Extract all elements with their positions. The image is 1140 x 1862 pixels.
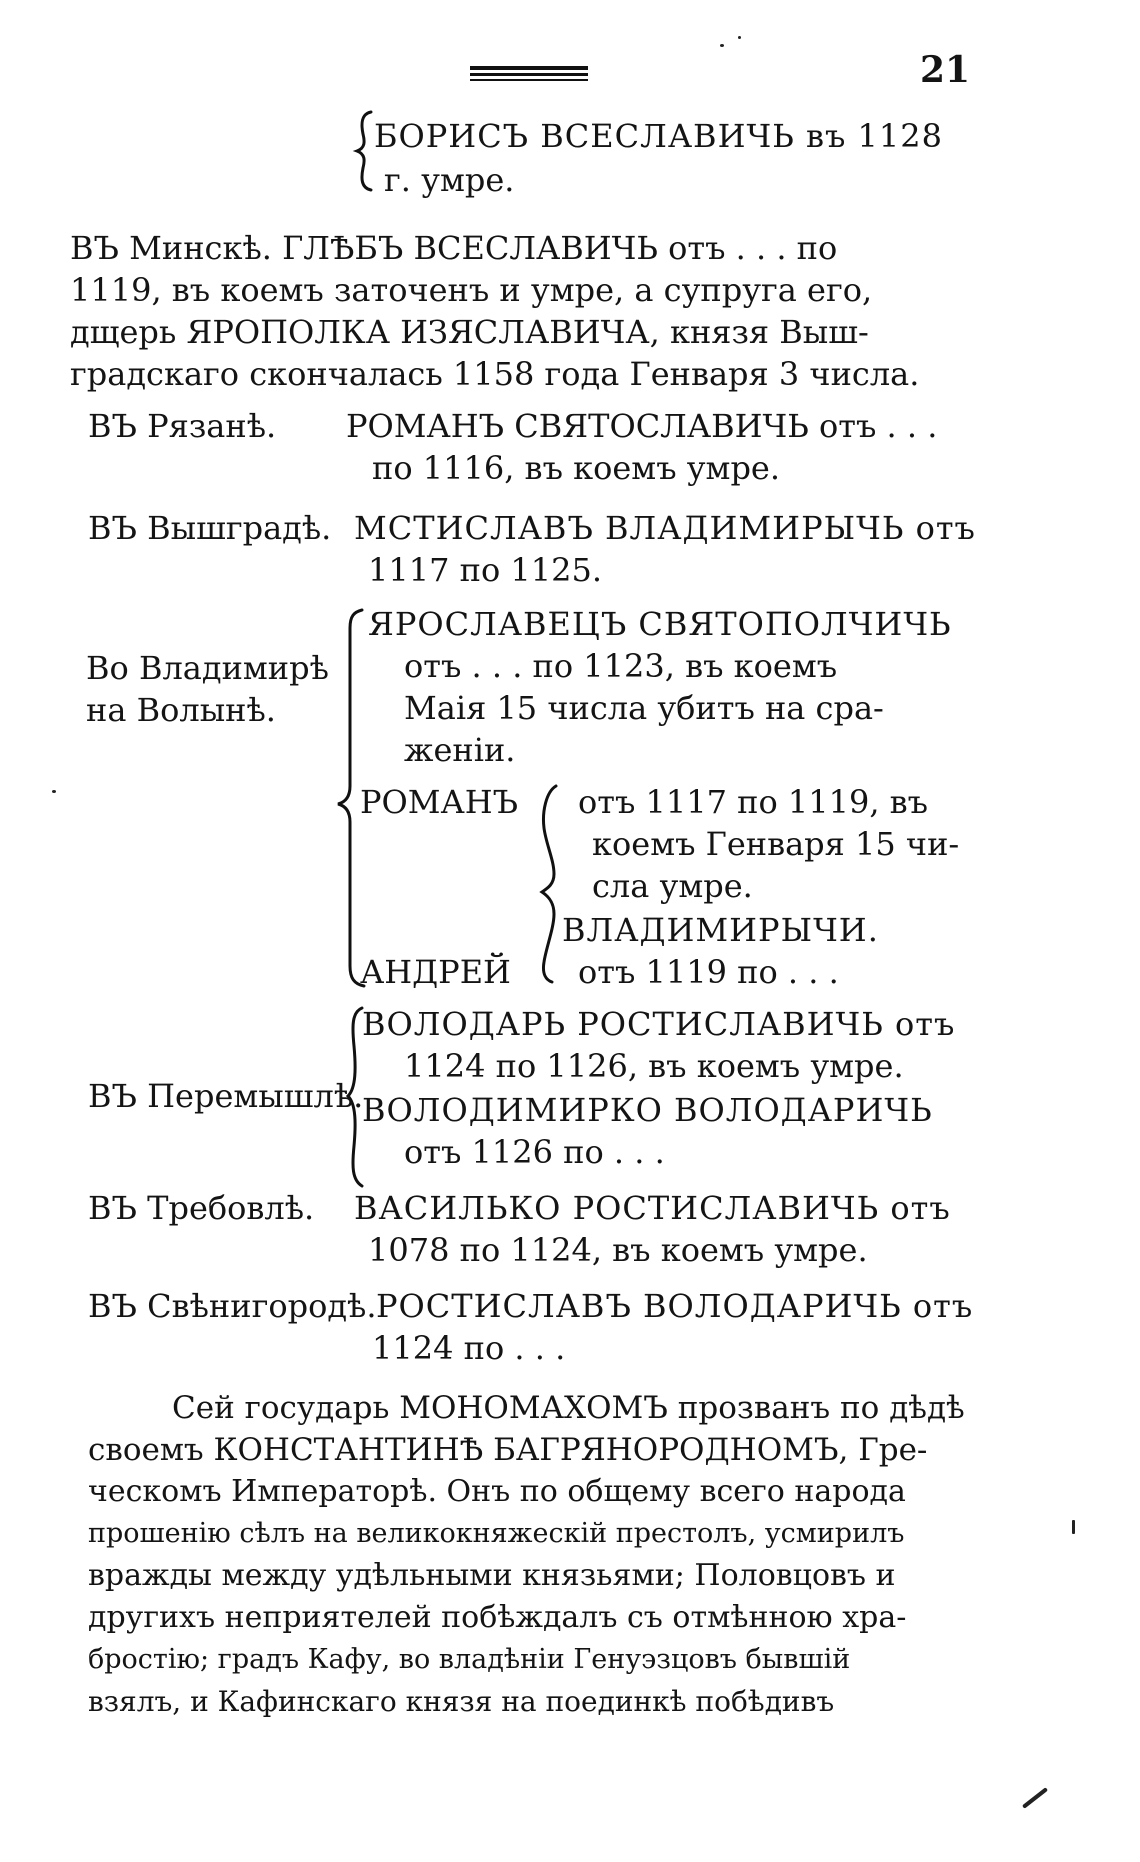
paragraph-line-7: бростію; градъ Кафу, во владѣніи Генуэзцовъ бывшій [88, 1644, 851, 1675]
peremyshl-line-1: ВОЛОДАРЬ РОСТИСЛАВИЧЬ отъ [362, 1005, 956, 1043]
terebovl-line-2: 1078 по 1124, въ коемъ умре. [368, 1231, 868, 1269]
vyshgrad-line-2: 1117 по 1125. [368, 551, 602, 589]
zvenigorod-line-1: РОСТИСЛАВЪ ВОЛОДАРИЧЬ отъ [376, 1287, 974, 1325]
minsk-line-2: 1119, въ коемъ заточенъ и умре, а супруга его, [70, 271, 873, 309]
zvenigorod-line-2: 1124 по . . . [372, 1329, 566, 1367]
volyn-place-2: на Волынѣ. [86, 691, 276, 729]
zvenigorod-place: ВЪ Свѣнигородѣ. [88, 1287, 377, 1325]
ryazan-place: ВЪ Рязанѣ. [88, 407, 277, 445]
vyshgrad-place: ВЪ Вышградѣ. [88, 509, 332, 547]
boris-line-2: г. умре. [384, 161, 515, 199]
yaroslavets-line-2: отъ . . . по 1123, въ коемъ [404, 647, 838, 685]
header-rule-line-3 [470, 79, 588, 81]
paragraph-line-3: ческомъ Императорѣ. Онъ по общему всего народа [88, 1474, 906, 1509]
paragraph-line-2: своемъ КОНСТАНТИНѢ БАГРЯНОРОДНОМЪ, Гре- [88, 1432, 928, 1468]
ryazan-line-1: РОМАНЪ СВЯТОСЛАВИЧЬ отъ . . . [346, 407, 938, 445]
roman-name: РОМАНЪ [360, 783, 519, 821]
peremyshl-place: ВЪ Перемышлѣ. [88, 1077, 364, 1115]
peremyshl-line-4: отъ 1126 по . . . [404, 1133, 665, 1171]
paragraph-line-1: Сей государь МОНОМАХОМЪ прозванъ по дѣдѣ [172, 1390, 965, 1426]
boris-line-1: БОРИСЪ ВСЕСЛАВИЧЬ въ 1128 [374, 117, 943, 155]
ink-speck [52, 790, 56, 793]
paragraph-line-6: другихъ неприятелей побѣждалъ съ отмѣнною хра- [88, 1600, 907, 1635]
roman-line-1: отъ 1117 по 1119, въ [578, 783, 929, 821]
peremyshl-line-2: 1124 по 1126, въ коемъ умре. [404, 1047, 904, 1085]
header-rule-line-1 [470, 66, 588, 70]
andrey-line-1: отъ 1119 по . . . [578, 953, 839, 991]
vyshgrad-line-1: МСТИСЛАВЪ ВЛАДИМИРЫЧЬ отъ [354, 509, 976, 547]
terebovl-line-1: ВАСИЛЬКО РОСТИСЛАВИЧЬ отъ [354, 1189, 951, 1227]
paragraph-line-5: вражды между удѣльными князьями; Половцовъ и [88, 1558, 896, 1593]
yaroslavets-line-4: женіи. [404, 731, 516, 769]
roman-andrey-brace [538, 784, 560, 984]
paragraph-line-4: прошенію сѣлъ на великокняжескій престолъ, усмирилъ [88, 1518, 905, 1549]
ink-speck [1072, 1520, 1075, 1534]
andrey-name: АНДРЕЙ [360, 953, 511, 991]
minsk-line-4: градскаго скончалась 1158 года Генваря 3 числа. [70, 355, 920, 393]
minsk-line-1: ВЪ Минскѣ. ГЛѢБЪ ВСЕСЛАВИЧЬ отъ . . . по [70, 229, 838, 267]
paragraph-line-8: взялъ, и Кафинскаго князя на поединкѣ побѣдивъ [88, 1685, 835, 1718]
roman-line-3: сла умре. [592, 867, 753, 905]
yaroslavets-line-3: Маія 15 числа убитъ на сра- [404, 689, 884, 727]
page-number: 21 [920, 49, 971, 91]
yaroslavets-line-1: ЯРОСЛАВЕЦЪ СВЯТОПОЛЧИЧЬ [368, 605, 952, 643]
boris-brace [356, 110, 374, 192]
roman-line-2: коемъ Генваря 15 чи- [592, 825, 960, 863]
ryazan-line-2: по 1116, въ коемъ умре. [372, 449, 781, 487]
ink-smudge [1022, 1787, 1048, 1809]
ink-speck [720, 44, 724, 47]
peremyshl-line-3: ВОЛОДИМИРКО ВОЛОДАРИЧЬ [362, 1091, 933, 1129]
minsk-line-3: дщерь ЯРОПОЛКА ИЗЯСЛАВИЧА, князя Выш- [70, 313, 869, 351]
ink-speck [738, 36, 741, 39]
vladimirychi-label: ВЛАДИМИРЫЧИ. [562, 911, 879, 949]
header-rule-line-2 [470, 73, 588, 76]
volyn-place-1: Во Владимирѣ [86, 649, 329, 687]
terebovl-place: ВЪ Требовлѣ. [88, 1189, 315, 1227]
